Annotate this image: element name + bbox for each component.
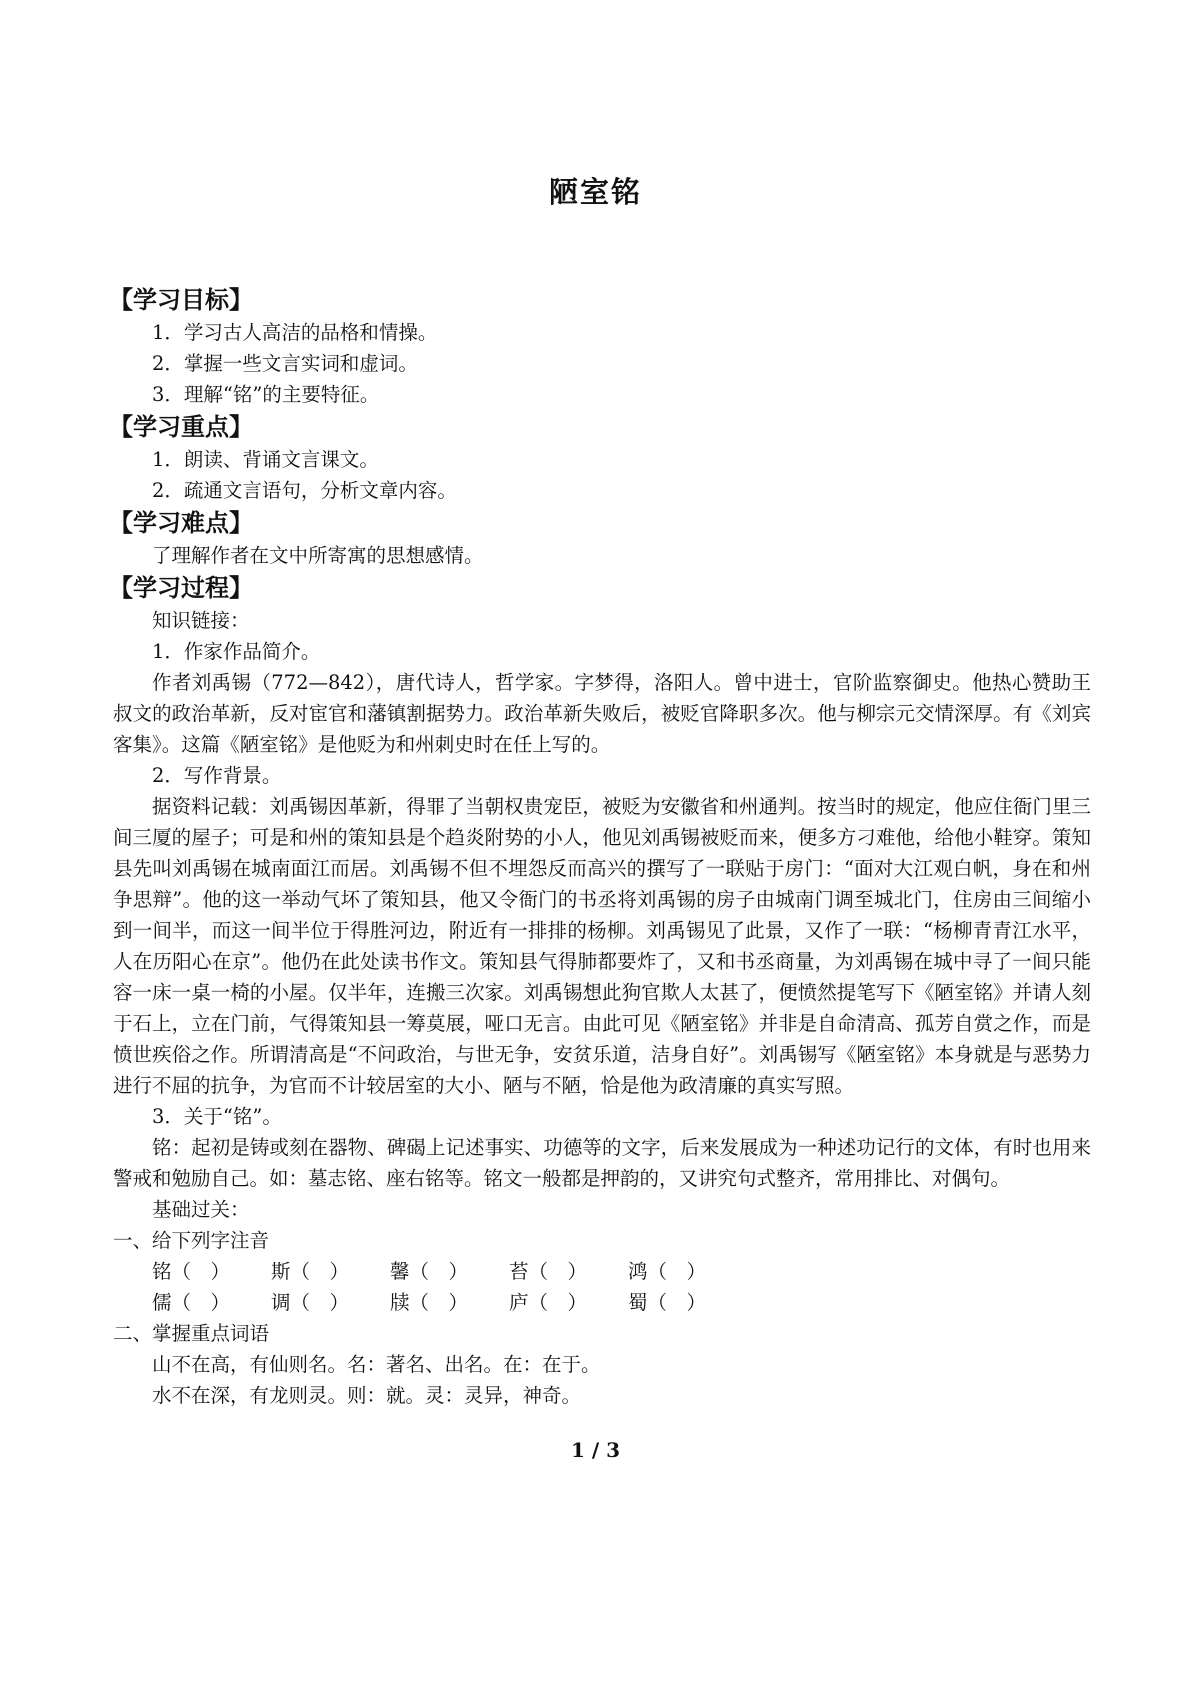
goal-item: 3．理解“铭”的主要特征。 <box>152 383 380 406</box>
pinyin-blank[interactable]: 儒（ ） <box>152 1291 231 1314</box>
basic-pass-label: 基础过关： <box>152 1198 250 1221</box>
difficulty-item: 了理解作者在文中所寄寓的思想感情。 <box>152 544 484 567</box>
pinyin-blank[interactable]: 馨（ ） <box>390 1260 469 1283</box>
pinyin-blank[interactable]: 庐（ ） <box>509 1291 588 1314</box>
process-heading: 【学习过程】 <box>109 574 253 602</box>
goal-item: 2．掌握一些文言实词和虚词。 <box>152 352 418 375</box>
ming-subheading: 3．关于“铭”。 <box>152 1105 282 1128</box>
key-points-heading: 【学习重点】 <box>109 413 253 441</box>
pinyin-row-1 <box>113 1256 1091 1287</box>
document-body <box>109 283 1091 1411</box>
pinyin-blank[interactable]: 斯（ ） <box>271 1260 350 1283</box>
vocab-line: 山不在高，有仙则名。名：著名、出名。在：在于。 <box>152 1353 601 1376</box>
pinyin-blank[interactable]: 鸿（ ） <box>628 1260 707 1283</box>
author-subheading: 1．作家作品简介。 <box>152 640 321 663</box>
page-title: 陋室铭 <box>548 175 642 209</box>
vocab-line: 水不在深，有龙则灵。则：就。灵：灵异，神奇。 <box>152 1384 582 1407</box>
background-paragraph: 据资料记载：刘禹锡因革新，得罪了当朝权贵宠臣，被贬为安徽省和州通判。按当时的规定，他应住衙门里三间三厦的屋子；可是和州的策知县是个趋炎附势的小人，他见刘禹锡被贬而来，便多方刁难他，给他小鞋穿。策知县先叫刘禹锡在城南面江而居。刘禹锡不但不埋怨反而高兴的撰写了一联贴于房门：“面对大江观白帆，身在和州争思辩”。他的这一举动气坏了策知县，他又令衙门的书丞将刘禹锡的房子由城南门调至城北门，住房由三间缩小到一间半，而这一间半位于得胜河边，附近有一排排的杨柳。刘禹锡见了此景，又作了一联：“杨柳青青江水平，人在历阳心在京”。他仍在此处读书作文。策知县气得肺都要炸了，又和书丞商量，为刘禹锡在城中寻了一间只能容一床一桌一椅的小屋。仅半年，连搬三次家。刘禹锡想此狗官欺人太甚了，便愤然提笔写下《陋室铭》并请人刻于石上，立在门前，气得策知县一筹莫展，哑口无言。由此可见《陋室铭》并非是自命清高、孤芳自赏之作，而是愤世疾俗之作。所谓清高是“不问政治，与世无争，安贫乐道，洁身自好”。刘禹锡写《陋室铭》本身就是与恶势力进行不屈的抗争，为官而不计较居室的大小、陋与不陋，恰是他为政清廉的真实写照。 <box>113 795 1091 1097</box>
goals-heading: 【学习目标】 <box>109 286 253 314</box>
key-point-item: 1．朗读、背诵文言课文。 <box>152 448 379 471</box>
pinyin-blank[interactable]: 蜀（ ） <box>628 1291 707 1314</box>
key-point-item: 2．疏通文言语句，分析文章内容。 <box>152 479 457 502</box>
pinyin-blank[interactable]: 牍（ ） <box>390 1291 469 1314</box>
author-paragraph: 作者刘禹锡（772—842），唐代诗人，哲学家。字梦得，洛阳人。曾中进士，官阶监察御史。他热心赞助王叔文的政治革新，反对宦官和藩镇割据势力。政治革新失败后，被贬官降职多次。他与柳宗元交情深厚。有《刘宾客集》。这篇《陋室铭》是他贬为和州刺史时在任上写的。 <box>113 671 1091 756</box>
pinyin-blank[interactable]: 调（ ） <box>271 1291 350 1314</box>
background-subheading: 2．写作背景。 <box>152 764 282 787</box>
question-1-heading: 一、给下列字注音 <box>113 1229 270 1252</box>
page-number: 1 / 3 <box>570 1438 621 1462</box>
difficulties-heading: 【学习难点】 <box>109 509 253 537</box>
question-2-heading: 二、掌握重点词语 <box>113 1322 270 1345</box>
pinyin-blank[interactable]: 苔（ ） <box>509 1260 588 1283</box>
pinyin-blank[interactable]: 铭（ ） <box>152 1260 231 1283</box>
ming-paragraph: 铭：起初是铸或刻在器物、碑碣上记述事实、功德等的文字，后来发展成为一种述功记行的文体，有时也用来警戒和勉励自己。如：墓志铭、座右铭等。铭文一般都是押韵的，又讲究句式整齐，常用排比、对偶句。 <box>113 1136 1091 1190</box>
knowledge-link-label: 知识链接： <box>152 609 250 632</box>
pinyin-row-2 <box>113 1287 1091 1318</box>
goal-item: 1．学习古人高洁的品格和情操。 <box>152 321 438 344</box>
